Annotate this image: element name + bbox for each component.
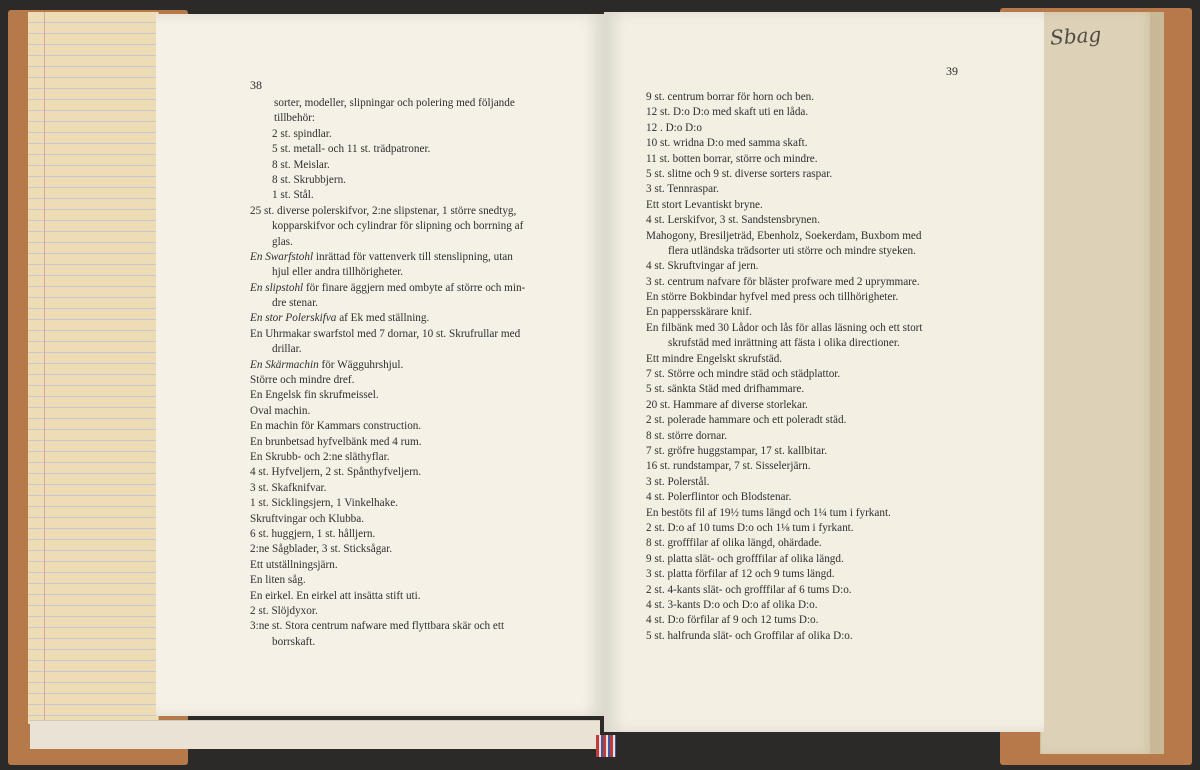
text-line: [250, 619, 568, 634]
text-line: [646, 244, 964, 259]
line-text: hjul eller andra tillhörigheter.: [272, 266, 404, 279]
text-line: [646, 182, 964, 197]
right-page-text: [646, 90, 964, 644]
text-line: [250, 250, 568, 265]
page-number: 38: [250, 78, 262, 92]
line-text: 9 st. centrum borrar för horn och ben.: [646, 91, 815, 103]
italic-heading: En stor Polerskifva: [250, 312, 337, 325]
text-line: [646, 167, 964, 182]
line-text: Skruftvingar och Klubba.: [250, 512, 365, 525]
line-text: 12 st. D:o D:o med skaft uti en låda.: [646, 106, 809, 119]
text-line: [250, 419, 568, 434]
text-line: [646, 583, 964, 598]
line-text: 6 st. huggjern, 1 st. hålljern.: [250, 527, 376, 540]
text-line: [250, 111, 568, 126]
text-line: [646, 275, 964, 290]
line-text: Större och mindre dref.: [250, 374, 355, 387]
line-text: 3 st. platta förfilar af 12 och 9 tums längd.: [646, 568, 835, 581]
line-text: 10 st. wridna D:o med samma skaft.: [646, 137, 808, 150]
line-text: 8 st. större dornar.: [646, 429, 728, 442]
text-line: [250, 635, 568, 650]
text-line: [646, 444, 964, 459]
text-line: [250, 496, 568, 511]
text-line: [646, 459, 964, 474]
line-text: 4 st. Skruftvingar af jern.: [646, 260, 759, 273]
line-text: 8 st. Meislar.: [272, 158, 330, 171]
text-line: [250, 311, 568, 326]
line-text: 1 st. Sicklingsjern, 1 Vinkelhake.: [250, 497, 398, 510]
text-line: [646, 429, 964, 444]
text-line: [250, 296, 568, 311]
text-line: [646, 382, 964, 397]
line-text: En större Bokbindar hyfvel med press och tillhörigheter.: [646, 291, 899, 304]
line-text: En bestöts fil af 19½ tums längd och 1¼ tum i fyrkant.: [646, 506, 891, 519]
line-text: 2 st. spindlar.: [272, 127, 332, 140]
text-line: [646, 290, 964, 305]
line-text: En liten såg.: [250, 574, 306, 587]
text-line: [250, 435, 568, 450]
text-line: [250, 96, 568, 111]
line-text: 5 st. metall- och 11 st. trädpatroner.: [272, 143, 431, 156]
line-text: 3 st. Skafknifvar.: [250, 481, 327, 494]
spine-headband: [596, 735, 616, 757]
line-text: 8 st. grofffilar af olika längd, ohärdade.: [646, 537, 822, 550]
left-page-text: [250, 96, 568, 650]
text-line: [250, 219, 568, 234]
line-text: Ett mindre Engelskt skrufstäd.: [646, 352, 783, 365]
text-line: [646, 613, 964, 628]
line-text: 7 st. gröfre huggstampar, 17 st. kallbitar.: [646, 444, 828, 457]
line-text: 1 st. Stål.: [272, 189, 314, 202]
line-text: 2 st. 4-kants slät- och grofffilar af 6 tums D:o.: [646, 583, 852, 596]
text-line: [646, 413, 964, 428]
text-line: [646, 490, 964, 505]
text-line: [250, 527, 568, 542]
line-text: 11 st. botten borrar, större och mindre.: [646, 152, 818, 165]
right-page: [604, 12, 1044, 732]
line-text: tillbehör:: [274, 112, 316, 125]
right-page-edge: [1150, 12, 1164, 754]
line-text: 2 st. polerade hammare och ett poleradt städ.: [646, 414, 847, 427]
text-line: [250, 142, 568, 157]
line-text: 5 st. slitne och 9 st. diverse sorters raspar.: [646, 167, 833, 180]
italic-heading: En Swarfstohl: [250, 250, 314, 263]
line-text: En brunbetsad hyfvelbänk med 4 rum.: [250, 435, 422, 448]
text-line: [646, 629, 964, 644]
line-text: glas.: [272, 235, 293, 248]
text-line: [646, 567, 964, 582]
line-text: En pappersskärare knif.: [646, 306, 752, 319]
text-line: [250, 542, 568, 557]
text-line: [250, 235, 568, 250]
line-text: 5 st. halfrunda slät- och Groffilar af olika D:o.: [646, 629, 853, 642]
text-line: [646, 367, 964, 382]
italic-heading: En Skärmachin: [250, 358, 319, 371]
text-line: [250, 173, 568, 188]
text-line: [250, 465, 568, 480]
line-text: En Uhrmakar swarfstol med 7 dornar, 10 st. Skrufrullar med: [250, 327, 521, 340]
right-page-stack: [1040, 12, 1153, 754]
line-text: af Ek med ställning.: [336, 312, 430, 325]
line-text: En filbänk med 30 Lådor och lås för allas läsning och ett stort: [646, 321, 923, 334]
line-text: för Wägguhrshjul.: [318, 358, 404, 371]
line-text: Ett stort Levantiskt bryne.: [646, 198, 763, 211]
line-text: 4 st. Polerflintor och Blodstenar.: [646, 491, 792, 504]
line-text: En Engelsk fin skrufmeissel.: [250, 389, 379, 402]
text-line: [250, 558, 568, 573]
line-text: 2 st. D:o af 10 tums D:o och 1⅛ tum i fyrkant.: [646, 521, 854, 534]
text-line: [646, 352, 964, 367]
text-line: [250, 188, 568, 203]
text-line: [646, 521, 964, 536]
text-line: [250, 404, 568, 419]
text-line: [250, 481, 568, 496]
text-line: [250, 450, 568, 465]
line-text: Oval machin.: [250, 404, 311, 417]
text-line: [646, 506, 964, 521]
line-text: för finare äggjern med ombyte af större och min-: [303, 281, 526, 294]
under-pages: [30, 720, 600, 749]
line-text: Ett utställningsjärn.: [250, 558, 338, 571]
line-text: skrufstäd med inrättning att fästa i olika directioner.: [668, 337, 900, 350]
line-text: 4 st. D:o förfilar af 9 och 12 tums D:o.: [646, 614, 819, 627]
text-line: [250, 589, 568, 604]
line-text: 3 st. Polerstål.: [646, 475, 710, 488]
line-text: 25 st. diverse polerskifvor, 2:ne slipstenar, 1 större snedtyg,: [250, 204, 517, 217]
text-line: [250, 342, 568, 357]
text-line: [250, 265, 568, 280]
text-line: [646, 121, 964, 136]
text-line: [250, 604, 568, 619]
text-line: [646, 105, 964, 120]
ledger-sheet: [28, 12, 159, 724]
line-text: 4 st. Hyfveljern, 2 st. Spånthyfveljern.: [250, 466, 422, 479]
text-line: [646, 475, 964, 490]
text-line: [646, 321, 964, 336]
line-text: kopparskifvor och cylindrar för slipning och borrning af: [272, 220, 524, 233]
line-text: 8 st. Skrubbjern.: [272, 173, 346, 186]
text-line: [646, 136, 964, 151]
line-text: 4 st. 3-kants D:o och D:o af olika D:o.: [646, 598, 818, 611]
line-text: drillar.: [272, 343, 302, 356]
page-number: 39: [946, 64, 958, 78]
line-text: 9 st. platta slät- och grofffilar af olika längd.: [646, 552, 844, 565]
text-line: [250, 327, 568, 342]
text-line: [250, 204, 568, 219]
line-text: 12 . D:o D:o: [646, 121, 702, 134]
line-text: 16 st. rundstampar, 7 st. Sisselerjärn.: [646, 460, 811, 473]
text-line: [646, 213, 964, 228]
left-page: [156, 14, 604, 716]
line-text: inrättad för vattenverk till stenslipning, utan: [313, 250, 513, 263]
line-text: 3 st. Tennraspar.: [646, 183, 719, 196]
text-line: [646, 305, 964, 320]
line-text: 3 st. centrum nafvare för bläster profware med 2 uprymmare.: [646, 275, 920, 288]
line-text: En machin för Kammars construction.: [250, 420, 422, 433]
line-text: 5 st. sänkta Städ med drifhammare.: [646, 383, 805, 396]
italic-heading: En slipstohl: [250, 281, 304, 294]
line-text: 2:ne Sågblader, 3 st. Sticksågar.: [250, 543, 393, 556]
text-line: [250, 281, 568, 296]
line-text: 2 st. Slöjdyxor.: [250, 604, 318, 617]
line-text: 7 st. Större och mindre städ och städplattor.: [646, 368, 841, 381]
text-line: [250, 512, 568, 527]
line-text: En Skrubb- och 2:ne släthyflar.: [250, 450, 390, 463]
line-text: borrskaft.: [272, 635, 316, 648]
text-line: [250, 158, 568, 173]
text-line: [646, 198, 964, 213]
line-text: flera utländska trädsorter uti större och mindre styeken.: [668, 244, 916, 257]
line-text: Mahogony, Bresiljeträd, Ebenholz, Soekerdam, Buxbom med: [646, 229, 922, 242]
text-line: [646, 398, 964, 413]
text-line: [250, 573, 568, 588]
line-text: 3:ne st. Stora centrum nafware med flyttbara skär och ett: [250, 620, 505, 633]
text-line: [250, 127, 568, 142]
text-line: [646, 259, 964, 274]
line-text: En eirkel. En eirkel att insätta stift uti.: [250, 589, 421, 602]
text-line: [646, 552, 964, 567]
text-line: [646, 536, 964, 551]
text-line: [250, 388, 568, 403]
handwritten-note: Sbag: [1049, 22, 1103, 50]
text-line: [646, 229, 964, 244]
text-line: [646, 336, 964, 351]
line-text: 20 st. Hammare af diverse storlekar.: [646, 398, 808, 411]
text-line: [646, 152, 964, 167]
line-text: sorter, modeller, slipningar och polering med följande: [274, 97, 515, 109]
text-line: [646, 90, 964, 105]
text-line: [250, 358, 568, 373]
text-line: [646, 598, 964, 613]
line-text: dre stenar.: [272, 297, 318, 310]
line-text: 4 st. Lerskifvor, 3 st. Sandstensbrynen.: [646, 214, 820, 227]
text-line: [250, 373, 568, 388]
